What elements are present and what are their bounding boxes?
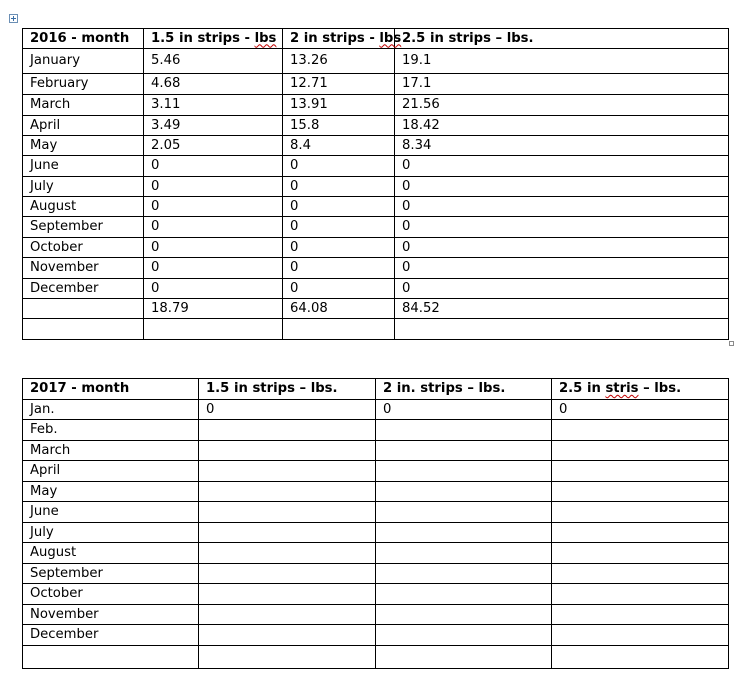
cell-2-in-strips[interactable] <box>376 461 552 482</box>
cell-month[interactable]: October <box>23 238 144 258</box>
cell-2-in-strips[interactable]: 0 <box>283 156 395 177</box>
header-2-in-strips-text: 2 in strips - <box>290 30 380 46</box>
cell-1-5-in-strips[interactable] <box>199 502 376 523</box>
cell-month[interactable]: August <box>23 543 199 564</box>
table-row <box>23 299 729 319</box>
cell-1-5-in-strips[interactable] <box>199 523 376 543</box>
cell-1-5-in-strips[interactable]: 0 <box>199 400 376 420</box>
cell-1-5-in-strips[interactable] <box>144 319 283 340</box>
cell-1-5-in-strips[interactable]: 0 <box>144 217 283 238</box>
header-1-5-in-strips[interactable]: 1.5 in strips – lbs. <box>199 379 376 400</box>
cell-1-5-in-strips[interactable]: 0 <box>144 238 283 258</box>
cell-2-in-strips[interactable] <box>376 625 552 646</box>
cell-2-in-strips[interactable]: 0 <box>283 197 395 217</box>
cell-2-in-strips[interactable]: 0 <box>283 217 395 238</box>
cell-2-5-in-strips[interactable]: 8.34 <box>395 136 729 156</box>
cell-month[interactable]: March <box>23 95 144 116</box>
table-row <box>23 400 729 420</box>
cell-2-5-in-strips[interactable] <box>395 319 729 340</box>
table-row <box>23 74 729 95</box>
cell-2-5-in-strips[interactable] <box>552 482 729 502</box>
cell-2-in-strips[interactable]: 13.26 <box>283 49 395 74</box>
table-row <box>23 116 729 136</box>
cell-1-5-in-strips[interactable]: 4.68 <box>144 74 283 95</box>
cell-month[interactable] <box>23 319 144 340</box>
table-row <box>23 584 729 605</box>
header-2-5-in-strips[interactable] <box>552 379 729 400</box>
table-move-icon[interactable] <box>9 14 18 23</box>
cell-2-5-in-strips[interactable]: 0 <box>395 279 729 299</box>
cell-1-5-in-strips[interactable] <box>199 441 376 461</box>
table-row <box>23 523 729 543</box>
cell-1-5-in-strips[interactable]: 0 <box>144 258 283 279</box>
cell-2-in-strips[interactable] <box>376 584 552 605</box>
cell-month[interactable]: November <box>23 258 144 279</box>
cell-2-5-in-strips[interactable]: 0 <box>395 177 729 197</box>
cell-2-5-in-strips[interactable]: 0 <box>552 400 729 420</box>
cell-2-5-in-strips[interactable] <box>552 502 729 523</box>
cell-month[interactable]: May <box>23 136 144 156</box>
table-row <box>23 279 729 299</box>
header-2-5-in-strips-text: 2.5 in <box>559 381 606 396</box>
cell-month[interactable]: June <box>23 502 199 523</box>
spellcheck-word: lbs <box>254 30 277 46</box>
cell-1-5-in-strips[interactable]: 18.79 <box>144 299 283 319</box>
cell-month[interactable]: Feb. <box>23 420 199 441</box>
spellcheck-word: lbs <box>379 30 402 46</box>
cell-2-in-strips[interactable]: 12.71 <box>283 74 395 95</box>
table-row <box>23 136 729 156</box>
cell-month[interactable]: September <box>23 564 199 584</box>
cell-2-in-strips[interactable]: 8.4 <box>283 136 395 156</box>
cell-2-5-in-strips[interactable] <box>552 605 729 625</box>
cell-1-5-in-strips[interactable] <box>199 420 376 441</box>
table-row <box>23 625 729 646</box>
cell-1-5-in-strips[interactable] <box>199 605 376 625</box>
cell-1-5-in-strips[interactable]: 0 <box>144 279 283 299</box>
table-row <box>23 197 729 217</box>
cell-month[interactable]: August <box>23 197 144 217</box>
cell-2-in-strips[interactable] <box>376 420 552 441</box>
cell-2-in-strips[interactable]: 0 <box>283 279 395 299</box>
cell-2-5-in-strips[interactable]: 0 <box>395 217 729 238</box>
cell-month[interactable]: April <box>23 116 144 136</box>
table-row <box>23 502 729 523</box>
header-2-5-in-strips[interactable]: 2.5 in strips – lbs. <box>395 29 729 49</box>
table-header-row <box>23 29 729 49</box>
cell-month[interactable]: February <box>23 74 144 95</box>
header-month[interactable]: 2017 - month <box>23 379 199 400</box>
header-2-5-in-strips-unit: – lbs. <box>638 381 682 396</box>
table-row <box>23 543 729 564</box>
cell-month[interactable]: July <box>23 523 199 543</box>
cell-2-in-strips[interactable] <box>376 646 552 669</box>
table-row <box>23 564 729 584</box>
table-row <box>23 605 729 625</box>
cell-1-5-in-strips[interactable] <box>199 564 376 584</box>
table-resize-icon[interactable] <box>729 341 734 346</box>
cell-1-5-in-strips[interactable]: 0 <box>144 156 283 177</box>
cell-2-in-strips[interactable]: 0 <box>376 400 552 420</box>
cell-1-5-in-strips[interactable]: 3.11 <box>144 95 283 116</box>
cell-1-5-in-strips[interactable] <box>199 625 376 646</box>
table-header-row <box>23 379 729 400</box>
cell-2-in-strips[interactable] <box>376 441 552 461</box>
cell-2-in-strips[interactable]: 0 <box>283 238 395 258</box>
cell-month[interactable]: November <box>23 605 199 625</box>
cell-2-5-in-strips[interactable] <box>552 584 729 605</box>
table-row <box>23 441 729 461</box>
cell-2-in-strips[interactable]: 64.08 <box>283 299 395 319</box>
cell-month[interactable]: Jan. <box>23 400 199 420</box>
cell-1-5-in-strips[interactable] <box>199 543 376 564</box>
cell-2-5-in-strips[interactable]: 0 <box>395 156 729 177</box>
cell-2-in-strips[interactable]: 15.8 <box>283 116 395 136</box>
cell-1-5-in-strips[interactable] <box>199 584 376 605</box>
header-month[interactable]: 2016 - month <box>23 29 144 49</box>
cell-2-5-in-strips[interactable]: 17.1 <box>395 74 729 95</box>
cell-2-5-in-strips[interactable] <box>552 646 729 669</box>
cell-2-5-in-strips[interactable] <box>552 420 729 441</box>
cell-1-5-in-strips[interactable]: 5.46 <box>144 49 283 74</box>
header-1-5-in-strips[interactable] <box>144 29 283 49</box>
cell-month[interactable]: July <box>23 177 144 197</box>
table-row <box>23 95 729 116</box>
table-2016 <box>22 28 729 340</box>
cell-month[interactable]: September <box>23 217 144 238</box>
cell-month[interactable] <box>23 299 144 319</box>
cell-2-5-in-strips[interactable] <box>552 625 729 646</box>
cell-month[interactable]: April <box>23 461 199 482</box>
cell-2-in-strips[interactable] <box>376 502 552 523</box>
table-row <box>23 177 729 197</box>
cell-1-5-in-strips[interactable]: 0 <box>144 177 283 197</box>
table-row <box>23 646 729 669</box>
cell-month[interactable]: March <box>23 441 199 461</box>
cell-1-5-in-strips[interactable] <box>199 482 376 502</box>
table-2016-body <box>23 29 729 340</box>
cell-2-5-in-strips[interactable] <box>552 523 729 543</box>
cell-1-5-in-strips[interactable]: 3.49 <box>144 116 283 136</box>
cell-2-5-in-strips[interactable]: 19.1 <box>395 49 729 74</box>
cell-2-5-in-strips[interactable]: 0 <box>395 238 729 258</box>
cell-2-in-strips[interactable] <box>376 482 552 502</box>
header-2-in-strips[interactable]: 2 in. strips – lbs. <box>376 379 552 400</box>
table-2017 <box>22 378 729 669</box>
header-2-in-strips[interactable] <box>283 29 402 49</box>
cell-1-5-in-strips[interactable] <box>199 646 376 669</box>
cell-2-5-in-strips[interactable]: 0 <box>395 258 729 279</box>
cell-2-in-strips[interactable]: 0 <box>283 258 395 279</box>
cell-2-5-in-strips[interactable]: 18.42 <box>395 116 729 136</box>
table-row <box>23 319 729 340</box>
cell-2-5-in-strips[interactable] <box>552 441 729 461</box>
cell-2-5-in-strips[interactable]: 21.56 <box>395 95 729 116</box>
cell-month[interactable]: May <box>23 482 199 502</box>
table-row <box>23 49 729 74</box>
table-row <box>23 461 729 482</box>
cell-month[interactable]: January <box>23 49 144 74</box>
cell-2-in-strips[interactable]: 0 <box>283 177 395 197</box>
cell-month[interactable]: December <box>23 625 199 646</box>
table-row <box>23 238 729 258</box>
table-row <box>23 482 729 502</box>
cell-1-5-in-strips[interactable]: 0 <box>144 197 283 217</box>
cell-2-5-in-strips[interactable] <box>552 564 729 584</box>
cell-month[interactable] <box>23 646 199 669</box>
table-row <box>23 420 729 441</box>
cell-2-5-in-strips[interactable] <box>552 543 729 564</box>
cell-month[interactable]: October <box>23 584 199 605</box>
cell-2-in-strips[interactable] <box>376 605 552 625</box>
cell-2-in-strips[interactable] <box>376 523 552 543</box>
cell-1-5-in-strips[interactable]: 2.05 <box>144 136 283 156</box>
table-row <box>23 156 729 177</box>
spellcheck-word: stris <box>605 381 639 396</box>
cell-1-5-in-strips[interactable] <box>199 461 376 482</box>
cell-2-5-in-strips[interactable]: 84.52 <box>395 299 729 319</box>
header-1-5-in-strips-text: 1.5 in strips - <box>151 30 255 46</box>
table-2017-body <box>23 379 729 669</box>
cell-2-in-strips[interactable] <box>283 319 395 340</box>
cell-month[interactable]: June <box>23 156 144 177</box>
cell-2-5-in-strips[interactable]: 0 <box>395 197 729 217</box>
table-row <box>23 217 729 238</box>
cell-2-in-strips[interactable] <box>376 543 552 564</box>
table-row <box>23 258 729 279</box>
cell-2-5-in-strips[interactable] <box>552 461 729 482</box>
cell-month[interactable]: December <box>23 279 144 299</box>
cell-2-in-strips[interactable]: 13.91 <box>283 95 395 116</box>
cell-2-in-strips[interactable] <box>376 564 552 584</box>
